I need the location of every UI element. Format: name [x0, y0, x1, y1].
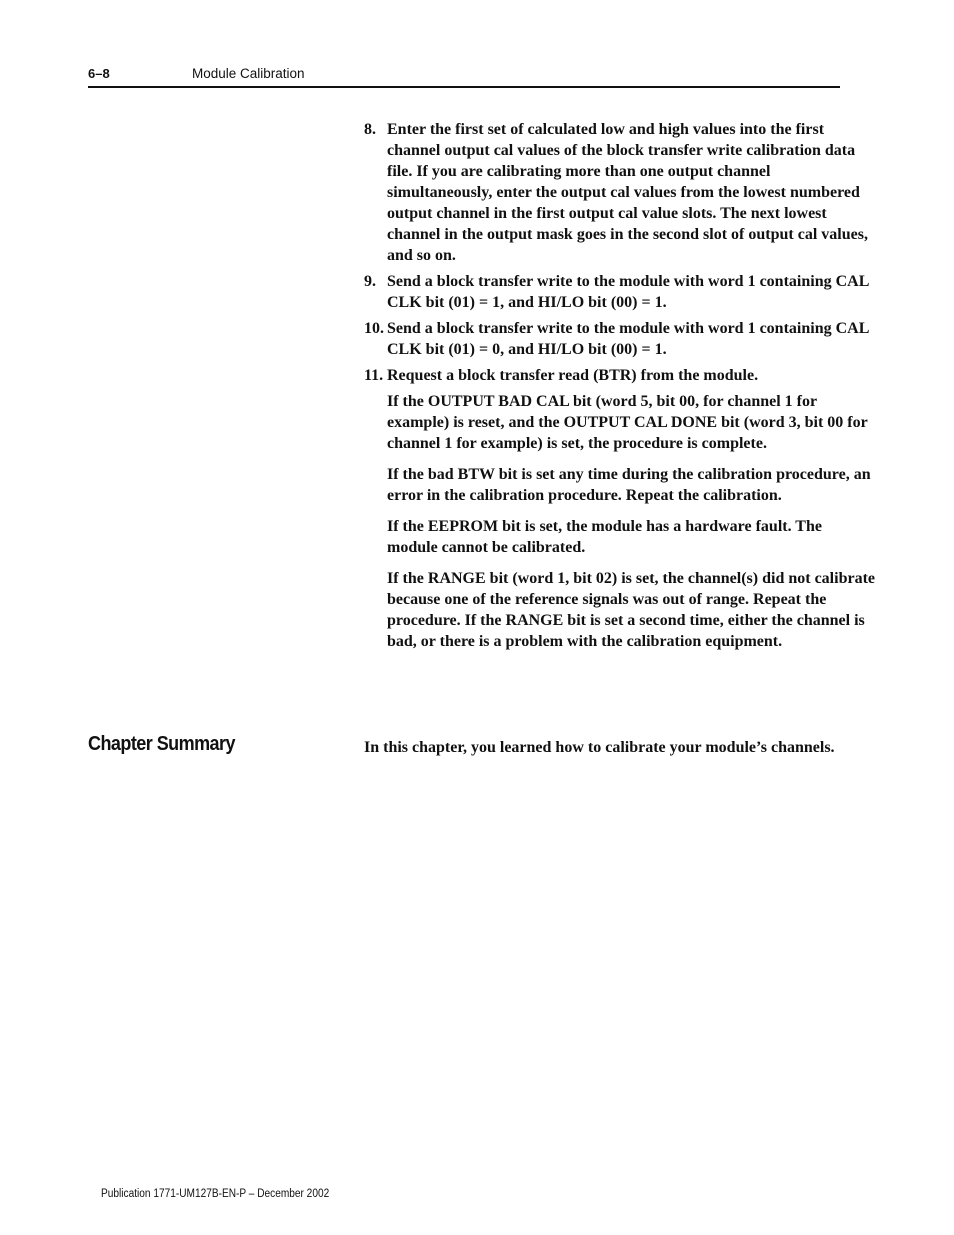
result-paragraph: If the RANGE bit (word 1, bit 02) is set, the channel(s) did not calibrate because one of the reference signals was out of range. Repeat the procedure. If the RANGE bit is set a second time, either the channel is bad, or there is a problem with the calibration equipment.: [387, 570, 875, 650]
step-text: Enter the first set of calculated low and high values into the first channel output cal values of the block transfer write calibration data file. If you are calibrating more than one output channel simultaneously, enter the output cal values from the lowest numbered output channel in the first output cal value slots. The next lowest channel in the output mask goes in the second slot of output cal values, and so on.: [387, 121, 868, 264]
chapter-summary-text: In this chapter, you learned how to calibrate your module’s channels.: [364, 739, 835, 756]
chapter-summary-heading: Chapter Summary: [88, 733, 235, 755]
page-number: 6–8: [88, 66, 110, 81]
step-number: 11.: [364, 367, 384, 384]
step-text: Request a block transfer read (BTR) from the module.: [387, 367, 759, 384]
publication-footer: Publication 1771-UM127B-EN-P – December 2002: [101, 1188, 330, 1200]
step-number: 8.: [364, 121, 376, 138]
result-paragraph: If the EEPROM bit is set, the module has a hardware fault. The module cannot be calibrated.: [387, 518, 822, 556]
calibration-steps: [364, 119, 876, 662]
step-text: Send a block transfer write to the module with word 1 containing CAL CLK bit (01) = 1, and HI/LO bit (00) = 1.: [387, 273, 869, 311]
step-item: [364, 318, 876, 360]
result-paragraph: If the OUTPUT BAD CAL bit (word 5, bit 00, for channel 1 for example) is reset, and the OUTPUT CAL DONE bit (word 3, bit 00 for channel 1 for example) is set, the procedure is complete.: [387, 393, 868, 452]
step-item: [364, 271, 876, 313]
section-title: Module Calibration: [192, 66, 305, 81]
step-number: 10.: [364, 320, 384, 337]
step-text: Send a block transfer write to the module with word 1 containing CAL CLK bit (01) = 0, and HI/LO bit (00) = 1.: [387, 320, 869, 358]
step-item: [364, 365, 876, 386]
step-number: 9.: [364, 273, 376, 290]
result-paragraph: If the bad BTW bit is set any time during the calibration procedure, an error in the calibration procedure. Repeat the calibration.: [387, 466, 871, 504]
step-item: [364, 119, 876, 266]
page-header: [88, 64, 840, 88]
